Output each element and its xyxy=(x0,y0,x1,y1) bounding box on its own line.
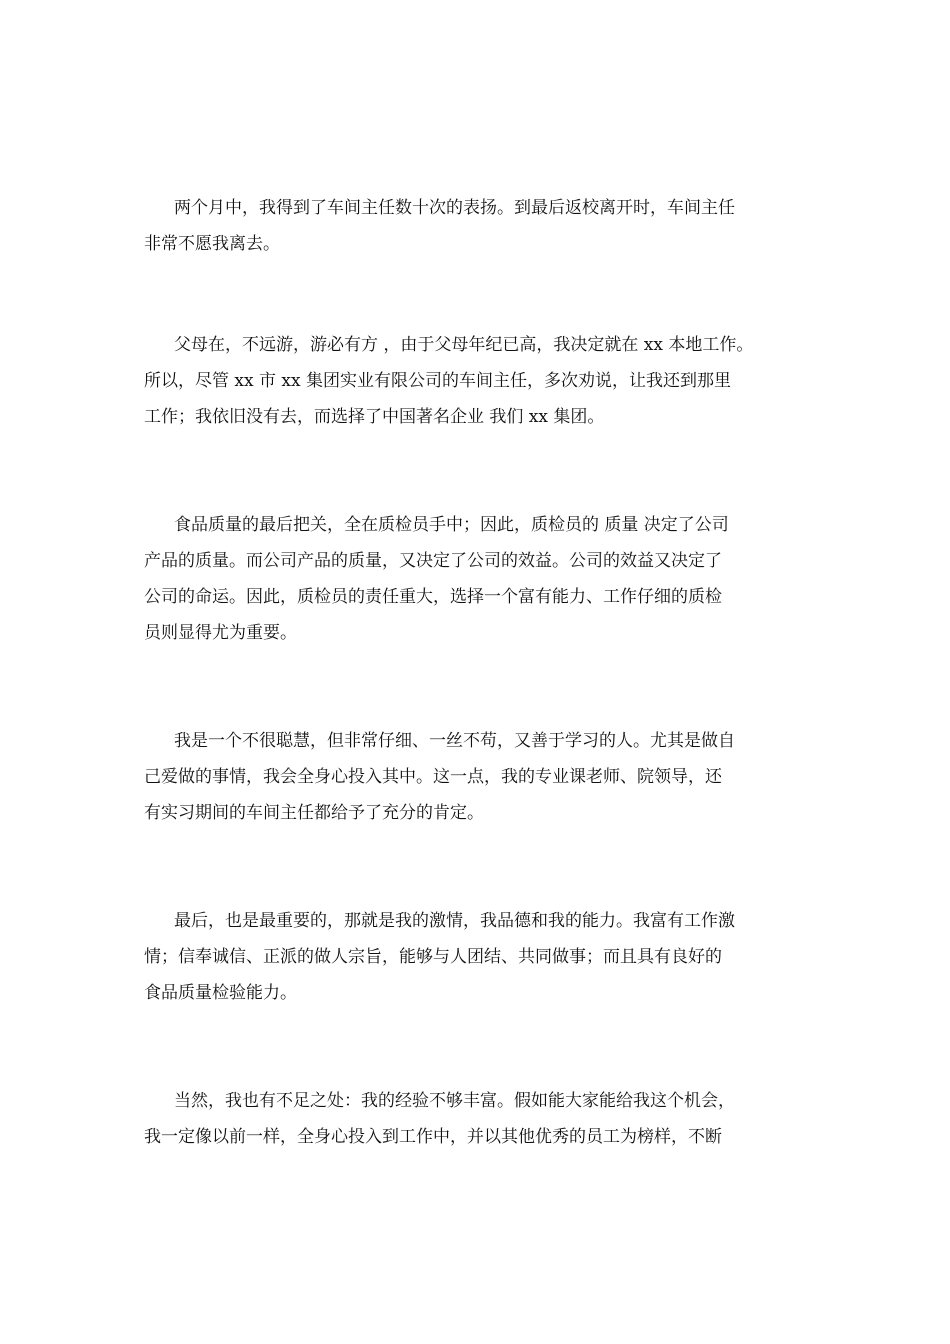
paragraph-line: 己爱做的事情，我会全身心投入其中。这一点，我的专业课老师、院领导，还 xyxy=(144,767,722,787)
paragraph-line: 员则显得尤为重要。 xyxy=(144,623,297,643)
paragraph-line: 最后，也是最重要的，那就是我的激情，我品德和我的能力。我富有工作激 xyxy=(174,911,735,931)
paragraph-line: 当然，我也有不足之处：我的经验不够丰富。假如能大家能给我这个机会， xyxy=(174,1091,735,1111)
paragraph-line: 我一定像以前一样，全身心投入到工作中，并以其他优秀的员工为榜样，不断 xyxy=(144,1127,722,1147)
paragraph-line: 产品的质量。而公司产品的质量，又决定了公司的效益。公司的效益又决定了 xyxy=(144,551,722,571)
paragraph-5 xyxy=(144,903,812,1011)
paragraph-line: 公司的命运。因此，质检员的责任重大，选择一个富有能力、工作仔细的质检 xyxy=(144,587,722,607)
paragraph-line: 两个月中，我得到了车间主任数十次的表扬。到最后返校离开时，车间主任 xyxy=(174,198,735,218)
paragraph-line: 食品质量的最后把关，全在质检员手中；因此，质检员的 质量 决定了公司 xyxy=(174,515,729,535)
paragraph-4 xyxy=(144,723,812,831)
paragraph-line: 父母在，不远游，游必有方 ，由于父母年纪已高，我决定就在 xx 本地工作。 xyxy=(174,335,754,355)
paragraph-line: 工作；我依旧没有去，而选择了中国著名企业 我们 xx 集团。 xyxy=(144,407,605,427)
paragraph-6 xyxy=(144,1083,812,1155)
paragraph-line: 食品质量检验能力。 xyxy=(144,983,297,1003)
paragraph-1 xyxy=(144,190,812,262)
paragraph-2 xyxy=(144,327,812,435)
paragraph-line: 非常不愿我离去。 xyxy=(144,234,280,254)
paragraph-line: 情；信奉诚信、正派的做人宗旨，能够与人团结、共同做事；而且具有良好的 xyxy=(144,947,722,967)
paragraph-line: 有实习期间的车间主任都给予了充分的肯定。 xyxy=(144,803,484,823)
paragraph-3 xyxy=(144,507,812,651)
paragraph-line: 我是一个不很聪慧，但非常仔细、一丝不苟，又善于学习的人。尤其是做自 xyxy=(174,731,735,751)
paragraph-line: 所以，尽管 xx 市 xx 集团实业有限公司的车间主任，多次劝说，让我还到那里 xyxy=(144,371,731,391)
